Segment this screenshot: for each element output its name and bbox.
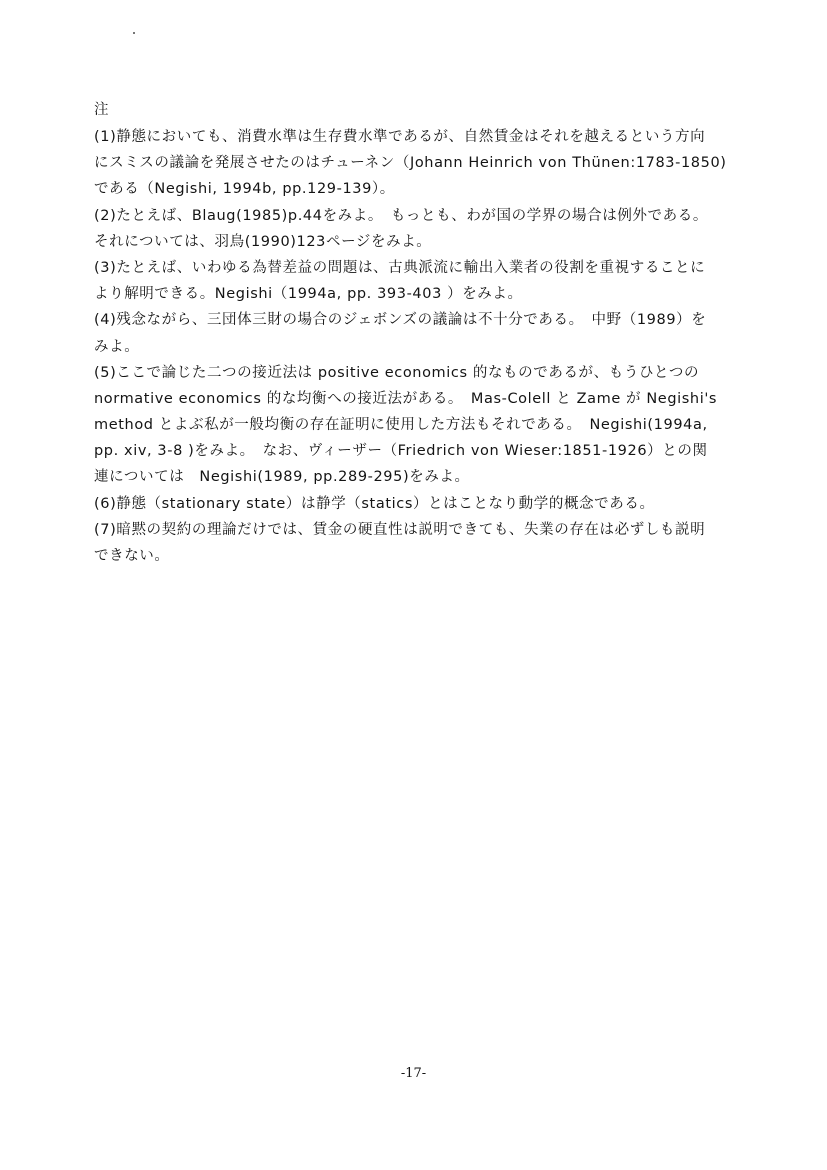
scan-artifact-dot xyxy=(133,32,135,34)
note-line: pp. xiv, 3-8 )をみよ。 なお、ヴィーザー（Friedrich von Wieser:1851-1926）との関 xyxy=(94,443,708,460)
note-line: みよ。 xyxy=(94,338,140,355)
notes-heading: 注 xyxy=(94,102,109,118)
note-line: できない。 xyxy=(94,548,170,564)
footnotes-section xyxy=(94,96,784,569)
note-line: (4)残念ながら、三団体三財の場合のジェボンズの議論は不十分である。 中野（1989）を xyxy=(94,312,707,329)
note-line: normative economics 的な均衡への接近法がある。 Mas-Colell と Zame が Negishi's xyxy=(94,390,718,407)
note-line: (7)暗黙の契約の理論だけでは、賃金の硬直性は説明できても、失業の存在は必ずしも説明 xyxy=(94,521,706,538)
note-line: (3)たとえば、いわゆる為替差益の問題は、古典派流に輸出入業者の役割を重視することに xyxy=(94,259,706,276)
note-line: method とよぶ私が一般均衡の存在証明に使用した方法もそれである。 Negishi(1994a, xyxy=(94,417,708,434)
notes-body xyxy=(94,124,784,569)
page-number: -17- xyxy=(400,1066,427,1081)
note-line: (5)ここで論じた二つの接近法は positive economics 的なものであるが、もうひとつの xyxy=(94,364,700,381)
note-line: にスミスの議論を発展させたのはチューネン（Johann Heinrich von Thünen:1783-1850) xyxy=(94,155,727,172)
note-line: それについては、羽鳥(1990)123ページをみよ。 xyxy=(94,233,432,250)
note-line: (6)静態（stationary state）は静学（statics）とはことなり動学的概念である。 xyxy=(94,495,655,512)
note-line: である（Negishi, 1994b, pp.129-139）。 xyxy=(94,181,395,198)
note-line: (2)たとえば、Blaug(1985)p.44をみよ。 もっとも、わが国の学界の場合は例外である。 xyxy=(94,207,708,224)
note-line: より解明できる。Negishi（1994a, pp. 393-403 ）をみよ。 xyxy=(94,286,523,303)
note-line: (1)静態においても、消費水準は生存費水準であるが、自然賃金はそれを越えるという方向 xyxy=(94,129,706,145)
note-line: 連については Negishi(1989, pp.289-295)をみよ。 xyxy=(94,469,470,486)
